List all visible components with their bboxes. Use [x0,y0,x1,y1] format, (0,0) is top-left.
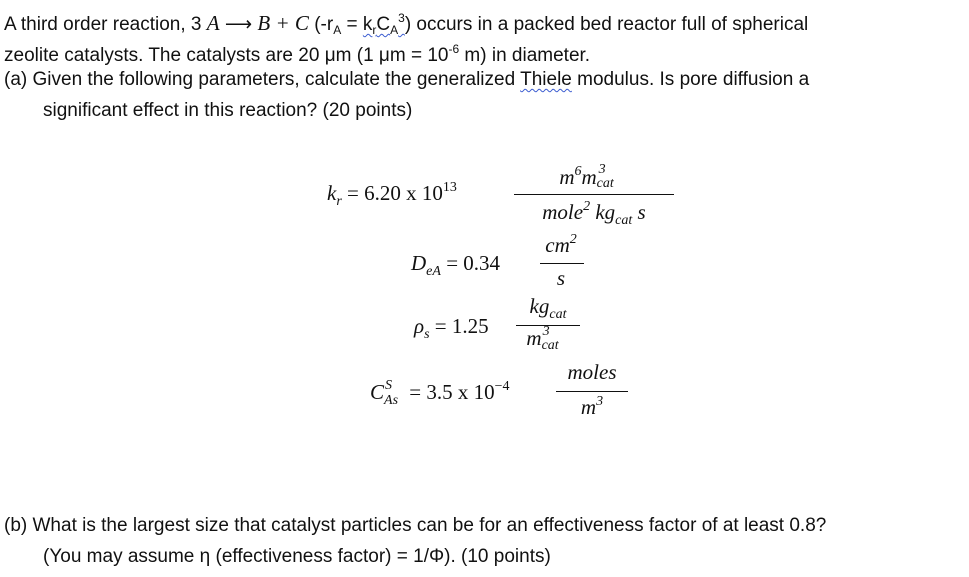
products: B + C [257,11,309,35]
rate-c-sub: A [390,23,399,37]
kr-den-c: s [632,200,646,224]
intro-rest: occurs in a packed bed reactor full of spherical [411,14,809,35]
dea-num: cm [545,233,570,257]
kr-den-b-sub: cat [615,213,633,228]
rho-denominator [516,326,580,351]
kr-num-b-sub: cat [596,176,614,191]
thiele-word: Thiele [520,69,572,90]
rate-k: k [362,14,373,35]
kr-value: = 6.20 x 10 [341,181,443,205]
kr-num-a-sup: 6 [574,164,582,179]
part-a-line1 [4,68,809,92]
rho-num: kg [529,294,550,318]
dea-symbol: D [411,251,427,275]
kr-num-b-script [596,162,629,191]
kr-num-b: m [581,165,597,189]
cas-denominator [556,394,628,420]
rate-close: ) [404,14,412,35]
part-a-text: (a) Given the following parameters, calculate the generalized [4,69,521,90]
rate-law [362,11,405,37]
intro-text: A third order reaction, 3 [4,14,202,35]
rho-equation [414,314,489,343]
dea-sub: eA [426,264,441,279]
cas-script [384,378,404,408]
kr-denominator [514,199,674,229]
line2-post: m) in diameter. [459,45,591,66]
kr-equation [327,180,457,210]
part-b-line2: (You may assume η (effectiveness factor) = 1/Φ). (10 points) [43,546,551,567]
part-a-line2: significant effect in this reaction? (20 points) [43,100,413,121]
part-a-text-2: modulus. Is pore diffusion a [571,69,810,90]
rate-c: C [376,14,391,35]
kr-numerator [514,164,674,190]
cas-symbol: C [370,380,385,404]
rho-den-sup: 3 [542,324,550,339]
cas-numerator: moles [567,360,617,384]
kr-den-a: mole [542,200,584,224]
dea-num-sup: 2 [569,232,577,247]
kr-sub: r [336,194,342,209]
rho-num-sub: cat [549,307,567,322]
rate-c-sup: 3 [398,11,405,25]
line2-sup: -6 [448,42,460,56]
rate-eq: = [341,14,363,35]
rho-den-script [541,324,570,353]
cas-equation [370,378,510,408]
rate-k-sub: r [372,23,377,37]
problem-line2 [4,37,590,68]
cas-den-sup: 3 [596,394,604,409]
rho-numerator [516,294,580,323]
rate-open: (-r [314,14,334,35]
cas-value: = 3.5 x 10 [404,380,495,404]
dea-denominator: s [556,266,566,290]
cas-sub: As [384,393,399,408]
kr-den-b: kg [590,200,616,224]
rate-sub: A [333,23,342,37]
dea-numerator [538,232,584,258]
dea-equation [411,251,500,280]
rho-value: = 1.25 [429,314,489,338]
rho-sub: s [424,327,430,342]
kr-num-b-sup: 3 [598,162,606,177]
kr-fraction-bar [514,194,674,195]
part-b-line1: (b) What is the largest size that catalyst particles can be for an effectiveness factor of at least 0.8? [4,515,827,536]
kr-symbol: k [327,181,337,205]
line2-pre: zeolite catalysts. The catalysts are 20 μm (1 μm = 10 [4,45,449,66]
rho-symbol: ρ [414,314,425,338]
rho-den-sub: cat [541,338,559,353]
reaction-arrow: ⟶ [224,14,253,35]
kr-exp: 13 [442,180,457,195]
dea-value: = 0.34 [440,251,501,275]
species-a: A [206,11,220,35]
kr-num-a: m [559,165,575,189]
cas-fraction-bar [556,391,628,392]
cas-sup: S [385,378,393,393]
rho-den: m [526,326,542,350]
kr-den-a-sup: 2 [583,199,591,214]
dea-fraction-bar [540,263,584,264]
cas-exp: −4 [494,379,510,394]
cas-den: m [580,395,597,419]
